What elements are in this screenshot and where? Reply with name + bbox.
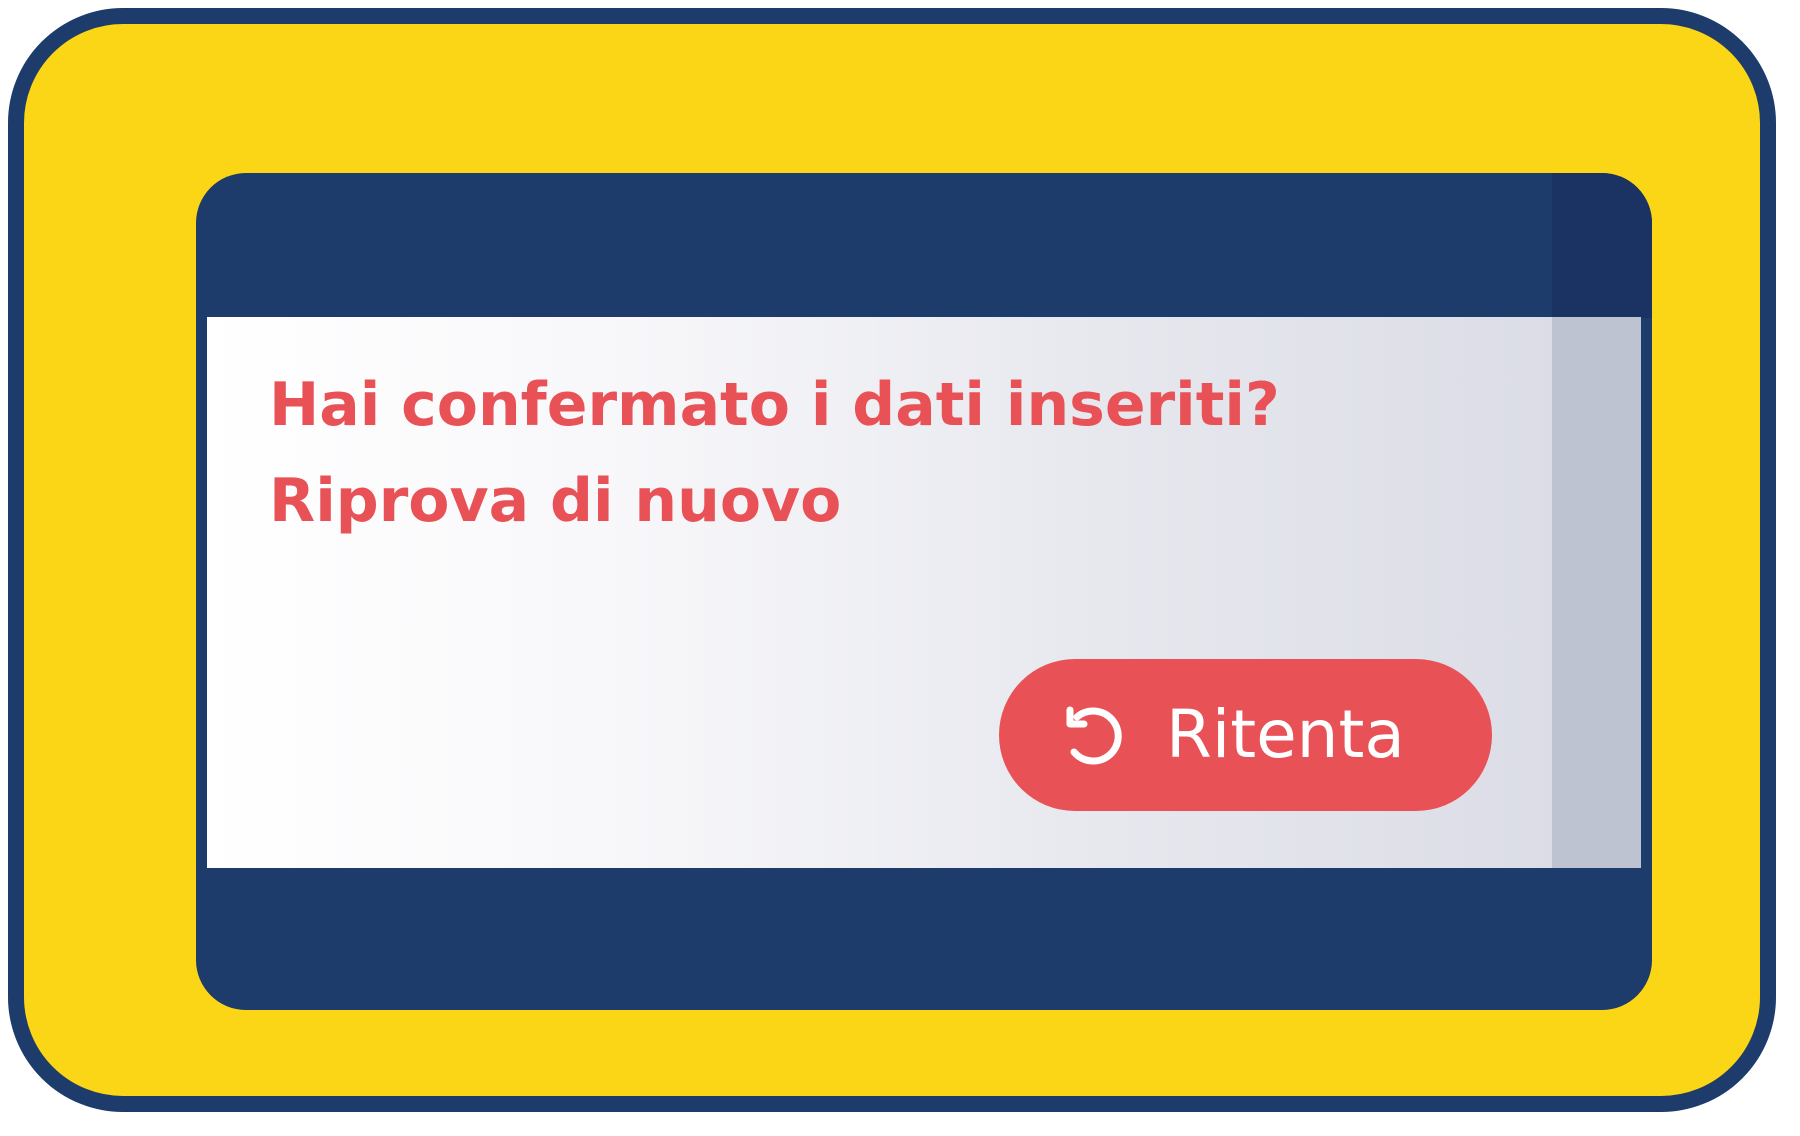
retry-button[interactable] — [999, 659, 1492, 811]
error-message-line-1: Hai confermato i dati inseriti? — [269, 370, 1280, 440]
device-frame — [8, 8, 1776, 1112]
screen-shade — [1552, 173, 1652, 318]
error-message — [269, 357, 1280, 549]
screen — [196, 173, 1652, 1010]
message-panel — [207, 317, 1641, 868]
error-message-line-2: Riprova di nuovo — [269, 466, 842, 536]
retry-button-label: Ritenta — [1166, 696, 1405, 773]
retry-icon — [1062, 702, 1128, 768]
panel-shade — [1552, 317, 1641, 868]
